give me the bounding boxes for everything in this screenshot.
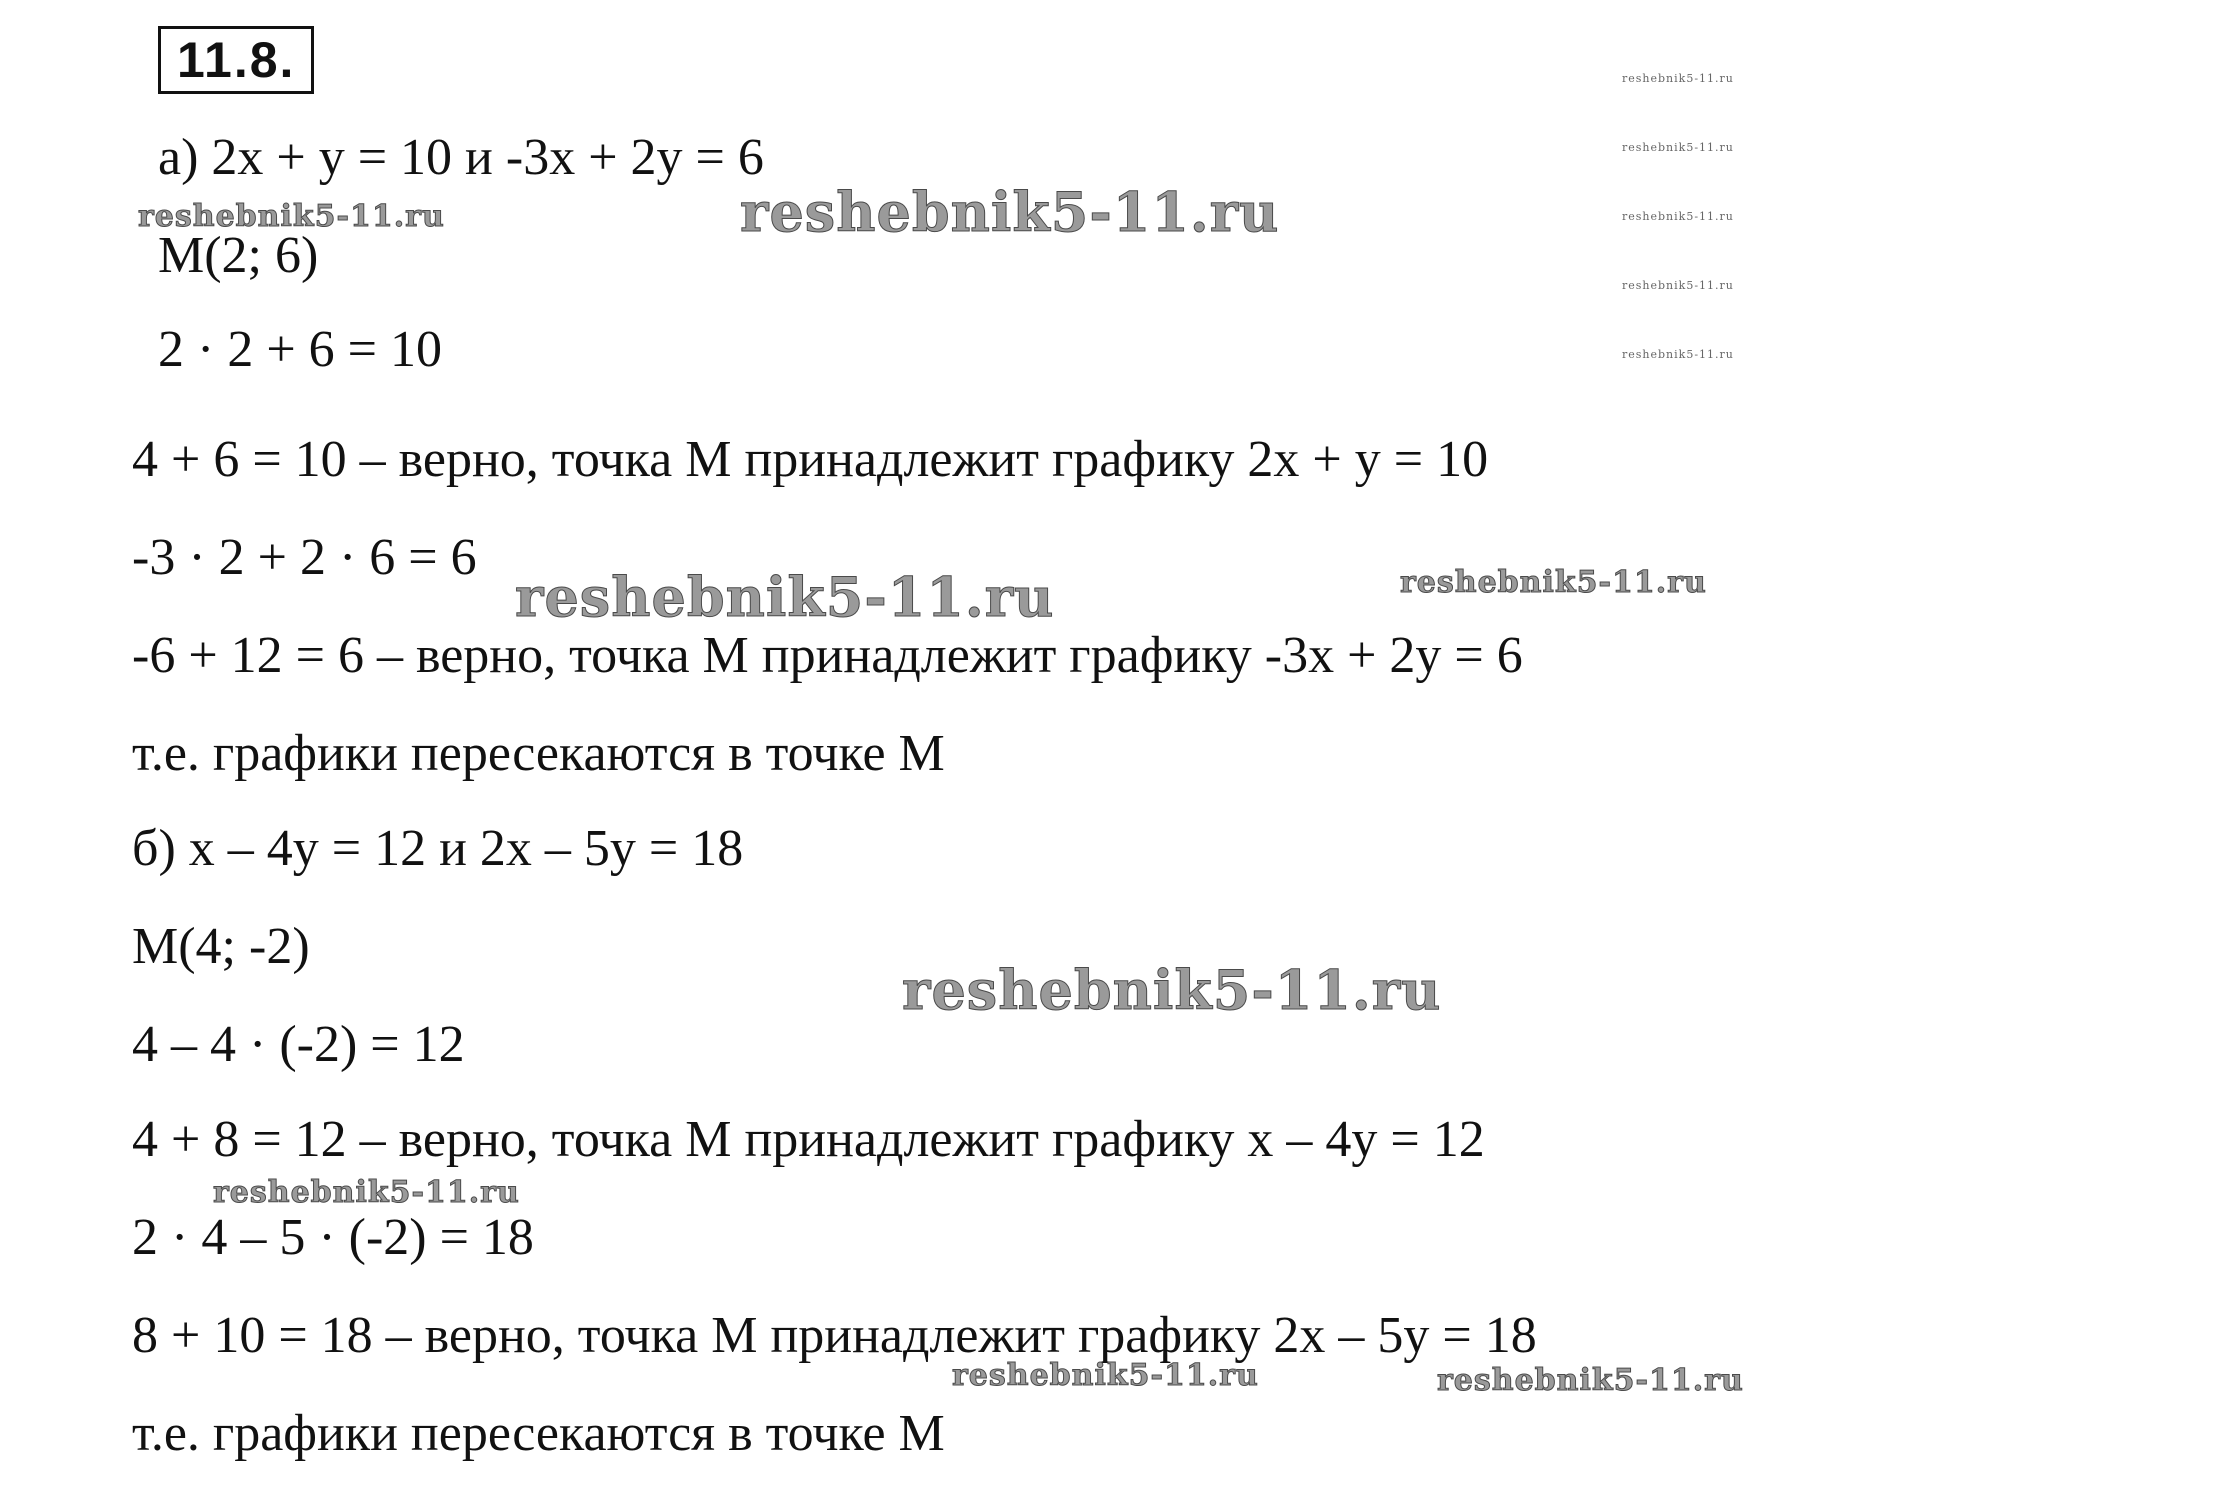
watermark: reshebnik5-11.ru: [1622, 141, 1734, 154]
part-b-check-2: 8 + 10 = 18 – верно, точка М принадлежит графику 2x – 5y = 18: [132, 1307, 1537, 1364]
watermark: reshebnik5-11.ru: [1400, 565, 1707, 600]
watermark: reshebnik5-11.ru: [740, 180, 1280, 244]
watermark: reshebnik5-11.ru: [952, 1358, 1259, 1393]
watermark: reshebnik5-11.ru: [1437, 1363, 1744, 1398]
part-b-conclusion: т.е. графики пересекаются в точке М: [132, 1405, 945, 1462]
watermark: reshebnik5-11.ru: [1622, 72, 1734, 85]
part-a-check-2: -6 + 12 = 6 – верно, точка М принадлежит графику -3x + 2y = 6: [132, 627, 1523, 684]
part-a-conclusion: т.е. графики пересекаются в точке М: [132, 725, 945, 782]
part-b-substitution-2: 2 · 4 – 5 · (-2) = 18: [132, 1209, 534, 1266]
part-a-substitution-2: -3 · 2 + 2 · 6 = 6: [132, 529, 477, 586]
problem-number-box: 11.8.: [158, 26, 314, 94]
part-a-check-1: 4 + 6 = 10 – верно, точка М принадлежит графику 2x + y = 10: [132, 431, 1489, 488]
watermark: reshebnik5-11.ru: [1622, 279, 1734, 292]
watermark: reshebnik5-11.ru: [213, 1175, 520, 1210]
watermark: reshebnik5-11.ru: [138, 199, 445, 234]
part-a-point: М(2; 6): [158, 227, 319, 284]
part-b-equations: б) x – 4y = 12 и 2x – 5y = 18: [132, 820, 744, 877]
part-b-check-1: 4 + 8 = 12 – верно, точка М принадлежит графику x – 4y = 12: [132, 1111, 1485, 1168]
part-b-point: М(4; -2): [132, 918, 310, 975]
watermark: reshebnik5-11.ru: [902, 958, 1442, 1022]
part-a-substitution-1: 2 · 2 + 6 = 10: [158, 321, 442, 378]
watermark: reshebnik5-11.ru: [1622, 348, 1734, 361]
watermark: reshebnik5-11.ru: [515, 565, 1055, 629]
part-a-equations: а) 2x + y = 10 и -3x + 2y = 6: [158, 129, 764, 186]
part-b-substitution-1: 4 – 4 · (-2) = 12: [132, 1016, 465, 1073]
watermark: reshebnik5-11.ru: [1622, 210, 1734, 223]
